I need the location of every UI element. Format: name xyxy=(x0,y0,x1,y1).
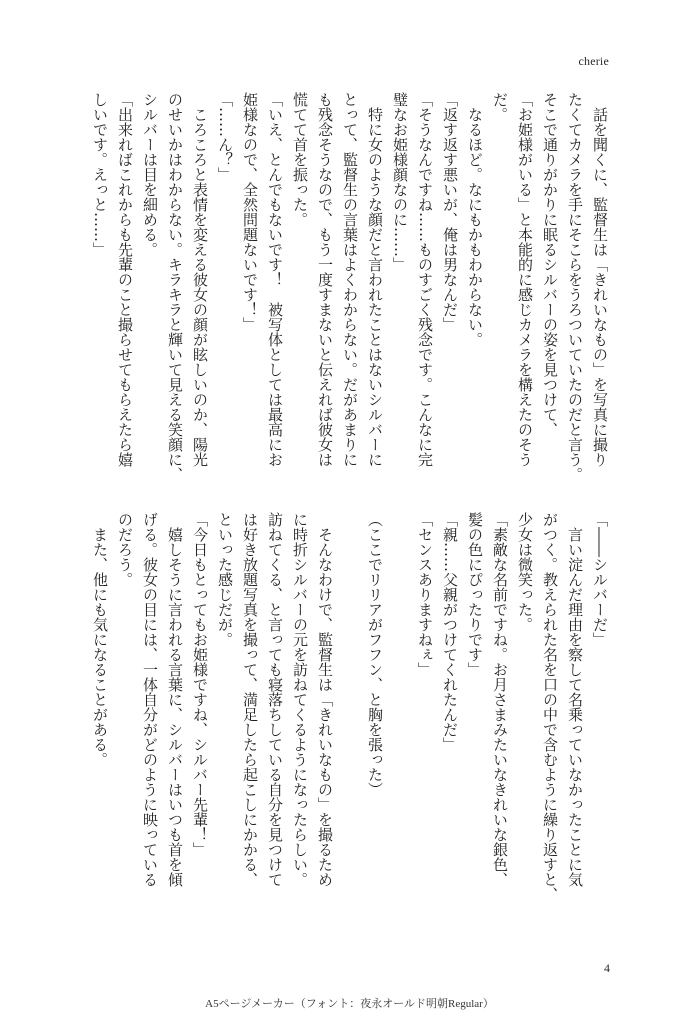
text-line: 言い淀んだ理由を察して名乗っていなかったことに気 xyxy=(566,527,584,887)
text-line: に時折シルバーの元を訪ねてくるようになったらしい。 xyxy=(291,512,309,887)
text-line: 「出来ればこれからも先輩のこと撮らせてもらえたら嬉 xyxy=(116,92,134,467)
footer-credit: A5ページメーカー（フォント：夜永オールド明朝Regular） xyxy=(205,998,494,1010)
text-line: 慌てて首を振った。 xyxy=(291,92,309,227)
text-line: 訪ねてくる、と言っても寝落ちしている自分を見つけて xyxy=(266,512,284,887)
text-line: 璧なお姫様顔なのに……」 xyxy=(391,92,409,272)
text-line: 「お姫様がいる」と本能的に感じカメラを構えたのそう xyxy=(516,92,534,467)
text-line: たくてカメラを手にそこらをうろついていたのだと言う。 xyxy=(566,92,584,482)
text-line: とって、監督生の言葉はよくわからない。だがあまりに xyxy=(341,92,359,467)
text-line: 「親……父親がつけてくれたんだ」 xyxy=(441,512,459,752)
text-line: 「今日もとってもお姫様ですね、シルバー先輩！」 xyxy=(191,512,209,857)
text-line: 「センスありますねぇ」 xyxy=(416,512,434,677)
text-line: ころころと表情を変える彼女の顔が眩しいのか、陽光 xyxy=(191,107,209,467)
text-line: も残念そうなので、もう一度すまないと伝えれば彼女は xyxy=(316,92,334,467)
text-line: そこで通りがかりに眠るシルバーの姿を見つけて、 xyxy=(541,92,559,437)
text-line: のせいかはわからない。キラキラと輝いて見える笑顔に、 xyxy=(166,92,184,482)
text-line: シルバーは目を細める。 xyxy=(141,92,159,257)
text-line: そんなわけで、監督生は「きれいなもの」を撮るため xyxy=(316,527,334,887)
text-line: といった感じだが。 xyxy=(216,512,234,647)
blank-line xyxy=(337,512,362,887)
text-line: 「素敵な名前ですね。お月さまみたいなきれいな銀色、 xyxy=(491,512,509,887)
text-line: 嬉しそうに言われる言葉に、シルバーはいつも首を傾 xyxy=(166,527,184,887)
text-line: だ。 xyxy=(491,92,509,122)
blank-line xyxy=(387,512,412,887)
text-line: （ここでリリアがフフン、と胸を張った） xyxy=(366,512,384,797)
text-line: は好き放題写真を撮って、満足したら起こしにかかる、 xyxy=(241,512,259,887)
text-line: 「……ん？」 xyxy=(216,92,234,182)
text-line: しいです。えっと……」 xyxy=(91,92,109,257)
text-line: なるほど。なにもかもわからない。 xyxy=(466,107,484,347)
text-block-bottom xyxy=(87,512,612,902)
text-line: のだろう。 xyxy=(116,512,134,587)
text-line: がつく。教えられた名を口の中で含むように繰り返すと、 xyxy=(541,512,559,902)
running-head-title: cherie xyxy=(578,54,609,68)
text-line: げる。彼女の目には、一体自分がどのように映っている xyxy=(141,512,159,887)
text-block-top xyxy=(87,92,612,482)
text-line: 「そうなんですね……ものすごく残念です。こんなに完 xyxy=(416,92,434,467)
text-line: 話を聞くに、監督生は「きれいなもの」を写真に撮り xyxy=(591,107,609,467)
text-line: 少女は微笑った。 xyxy=(516,512,534,632)
page-number: 4 xyxy=(604,961,610,975)
text-line: 髪の色にぴったりです」 xyxy=(466,512,484,677)
text-line: 「いえ、とんでもないです！ 被写体としては最高にお xyxy=(266,92,284,467)
text-line: 特に女のような顔だと言われたことはないシルバーに xyxy=(366,107,384,467)
text-line: 「返す返す悪いが、俺は男なんだ」 xyxy=(441,92,459,332)
text-line: 「――シルバーだ」 xyxy=(591,512,609,647)
text-line: また、他にも気になることがある。 xyxy=(91,527,109,767)
text-line: 姫様なので、全然問題ないです！」 xyxy=(241,92,259,332)
